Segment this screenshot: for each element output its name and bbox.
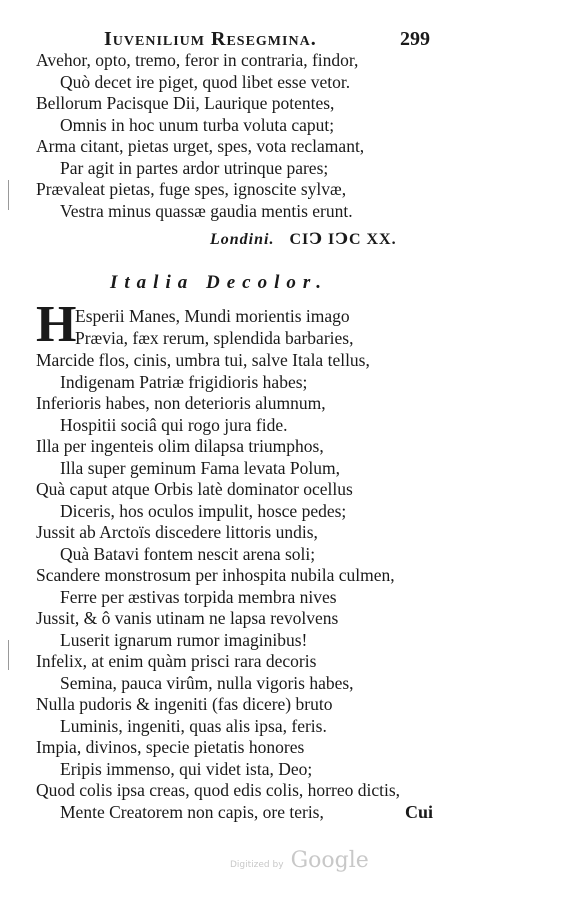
- verse-line: Nulla pudoris & ingeniti (fas dicere) bruto: [36, 694, 333, 714]
- watermark-small-text: Digitized by: [230, 860, 284, 870]
- verse-line: Bellorum Pacisque Dii, Laurique potentes,: [36, 93, 335, 113]
- verse-line: Prævaleat pietas, fuge spes, ignoscite sylvæ,: [36, 179, 347, 199]
- watermark-logo: Google: [290, 848, 369, 873]
- digitized-watermark: [230, 848, 369, 873]
- verse-line: Ferre per æstivas torpida membra nives: [60, 586, 337, 607]
- verse-line: Par agit in partes ardor utrinque pares;: [60, 157, 329, 178]
- signature-place: Londini.: [210, 231, 275, 248]
- verse-line: Vestra minus quassæ gaudia mentis erunt.: [60, 200, 353, 221]
- page-edge-mark: [8, 180, 9, 210]
- poem-title: Italia Decolor.: [110, 272, 328, 293]
- verse-line: Marcide flos, cinis, umbra tui, salve Itala tellus,: [36, 350, 370, 370]
- verse-line: Diceris, hos oculos impulit, hosce pedes;: [60, 500, 347, 521]
- verse-line: Avehor, opto, tremo, feror in contraria, findor,: [36, 50, 359, 70]
- verse-line: Semina, pauca virûm, nulla vigoris habes,: [60, 672, 354, 693]
- verse-line: Impia, divinos, specie pietatis honores: [36, 737, 305, 757]
- verse-line: Inferioris habes, non deterioris alumnum,: [36, 393, 326, 413]
- verse-line: Mente Creatorem non capis, ore teris,: [60, 801, 324, 822]
- running-title: Iuvenilium Resegmina.: [104, 28, 317, 50]
- verse-line: Omnis in hoc unum turba voluta caput;: [60, 114, 335, 135]
- signature: [210, 229, 397, 249]
- verse-line: Jussit ab Arctoïs discedere littoris undis,: [36, 522, 318, 542]
- verse-line: Quà Batavi fontem nescit arena soli;: [60, 543, 316, 564]
- verse-line: Quà caput atque Orbis latè dominator ocellus: [36, 479, 353, 499]
- verse-line: Scandere monstrosum per inhospita nubila culmen,: [36, 565, 395, 585]
- verse-line: Luminis, ingeniti, quas alis ipsa, feris.: [60, 715, 327, 736]
- verse-line: Infelix, at enim quàm prisci rara decoris: [36, 651, 317, 671]
- verse-line: Quò decet ire piget, quod libet esse vetor.: [60, 71, 351, 92]
- verse-line: Indigenam Patriæ frigidioris habes;: [60, 371, 308, 392]
- poem-second-line: Prævia, fæx rerum, splendida barbaries,: [75, 328, 354, 348]
- verse-line: Illa super geminum Fama levata Polum,: [60, 457, 340, 478]
- verse-line: Eripis immenso, qui videt ista, Deo;: [60, 758, 313, 779]
- verse-line: Illa per ingenteis olim dilapsa triumphos,: [36, 436, 324, 456]
- verse-line: Jussit, & ô vanis utinam ne lapsa revolvens: [36, 608, 339, 628]
- verse-line: Hospitii sociâ qui rogo jura fide.: [60, 414, 288, 435]
- page-edge-mark: [8, 640, 9, 670]
- catchword: Cui: [405, 802, 434, 822]
- poem-first-line: Esperii Manes, Mundi morientis imago: [75, 306, 350, 326]
- verse-line: Quod colis ipsa creas, quod edis colis, horreo dictis,: [36, 780, 401, 800]
- drop-cap: H: [36, 296, 77, 353]
- verse-line: Arma citant, pietas urget, spes, vota reclamant,: [36, 136, 365, 156]
- signature-date: CIↃ IↃC XX.: [289, 231, 397, 248]
- verse-line: Luserit ignarum rumor imaginibus!: [60, 629, 308, 650]
- page-number: 299: [400, 28, 430, 50]
